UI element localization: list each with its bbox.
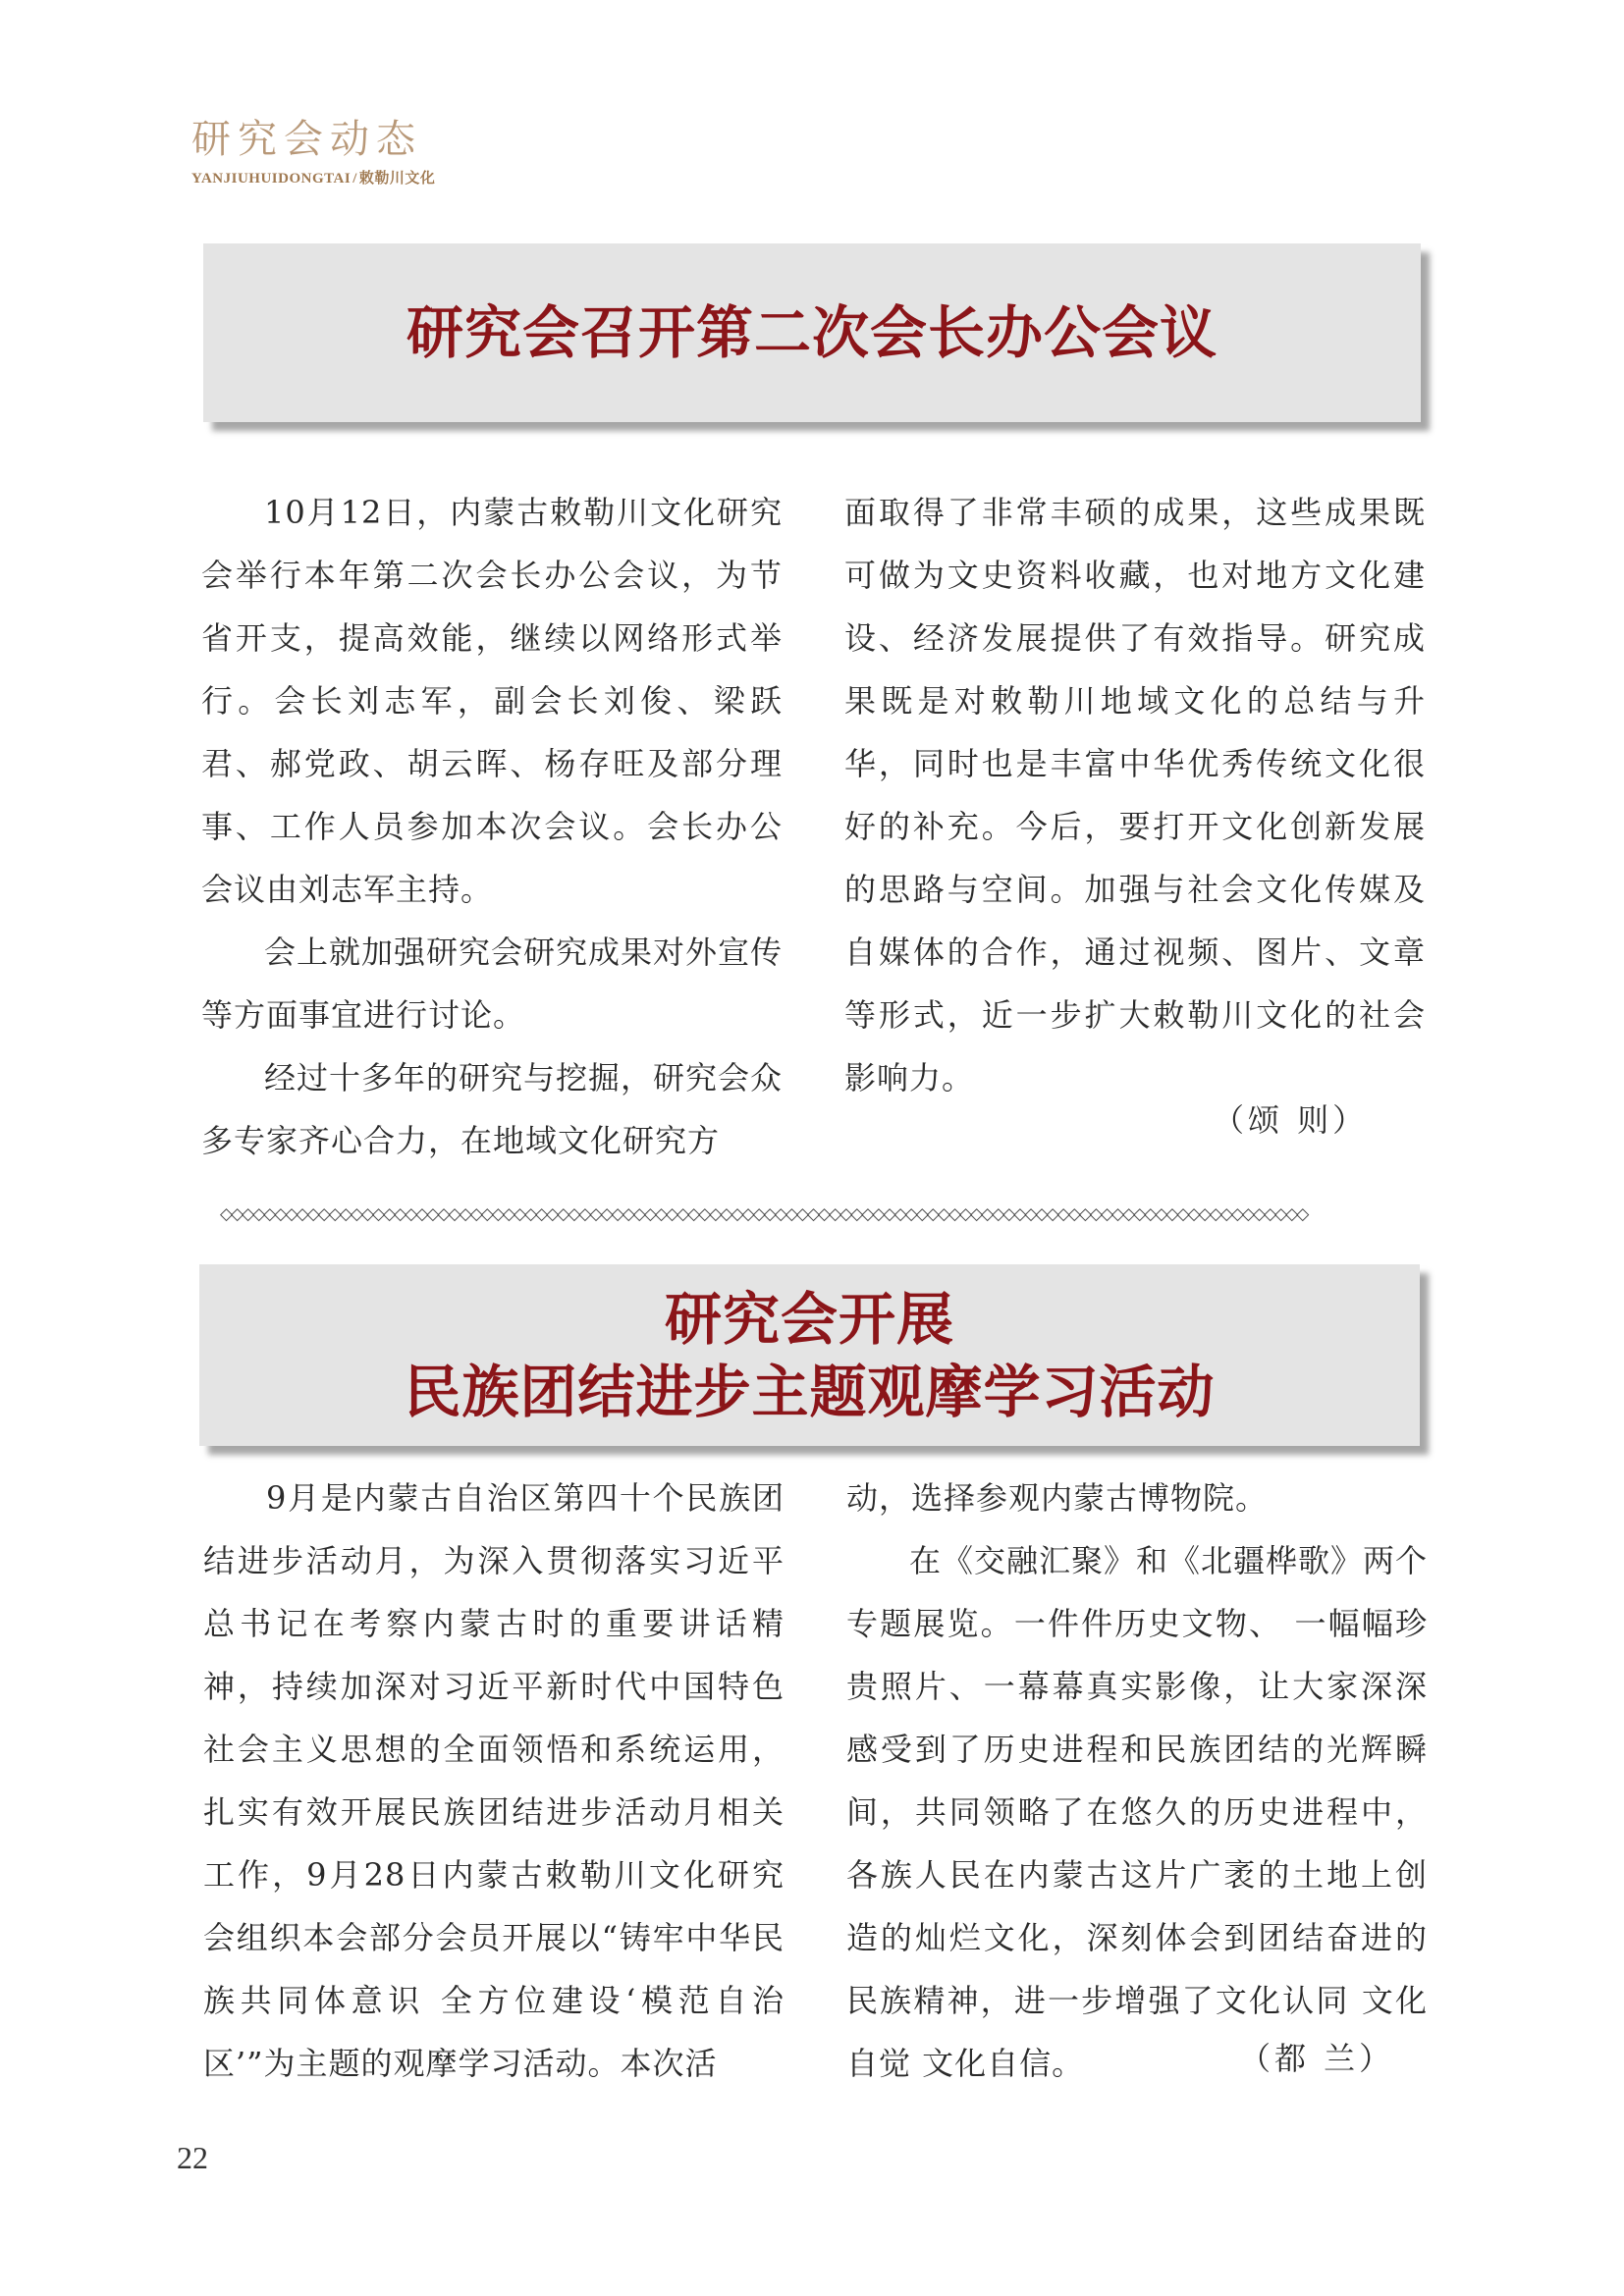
section-label: 敕勒川文化 xyxy=(358,171,436,187)
section-separator: / xyxy=(352,171,357,187)
article2-paragraph: 9月是内蒙古自治区第四十个民族团结进步活动月，为深入贯彻落实习近平总书记在考察内蒙古时的重要讲话精神，持续加深对习近平新时代中国特色社会主义思想的全面领悟和系统运用，扎实有效开展民族团结进步活动月相关工作，9月28日内蒙古敕勒川文化研究会组织本会部分会员开展以“铸牢中华民族共同体意识 全方位建设‘模范自治区’”为主题的观摩学习活动。本次活 xyxy=(203,1479,785,2082)
article1-left-column xyxy=(201,481,783,1172)
article1-paragraph: 经过十多年的研究与挖掘，研究会众多专家齐心合力，在地域文化研究方 xyxy=(201,1059,784,1159)
article2-left-column xyxy=(203,1467,785,2095)
article2-title-line1: 研究会开展 xyxy=(664,1285,954,1353)
article2-author: （都 兰） xyxy=(1239,2040,1395,2077)
article1-author: （颂 则） xyxy=(1213,1101,1369,1139)
article1-paragraph: 会上就加强研究会研究成果对外宣传等方面事宜进行讨论。 xyxy=(201,934,784,1034)
section-divider: ◇◇◇◇◇◇◇◇◇◇◇◇◇◇◇◇◇◇◇◇◇◇◇◇◇◇◇◇◇◇◇◇◇◇◇◇◇◇◇◇◇◇◇◇◇◇◇◇◇◇◇◇◇◇◇◇◇◇◇◇◇◇◇◇◇◇◇◇◇◇◇◇◇◇◇◇◇◇◇◇◇◇◇◇◇◇◇◇◇◇◇◇◇◇◇◇◇◇◇◇ xyxy=(220,1204,1308,1224)
article1-right-column xyxy=(844,481,1426,1109)
article2-title-box xyxy=(199,1264,1420,1446)
page-number: 22 xyxy=(177,2140,208,2175)
article2-paragraph: 在《交融汇聚》和《北疆桦歌》两个专题展览。一件件历史文物、 一幅幅珍贵照片、一幕幕真实影像，让大家深深感受到了历史进程和民族团结的光辉瞬间，共同领略了在悠久的历史进程中，各族人民在内蒙古这片广袤的土地上创造的灿烂文化，深刻体会到团结奋进的民族精神，进一步增强了文化认同 文化自觉 文化自信。 xyxy=(846,1542,1429,2082)
article2-right-column xyxy=(846,1467,1428,2095)
section-header xyxy=(191,116,435,187)
article1-title-box xyxy=(203,243,1421,422)
article2-paragraph: 动，选择参观内蒙古博物院。 xyxy=(846,1479,1269,1517)
article1-paragraph: 10月12日，内蒙古敕勒川文化研究会举行本年第二次会长办公会议，为节省开支，提高效能，继续以网络形式举行。会长刘志军，副会长刘俊、梁跃君、郝党政、胡云晖、杨存旺及部分理事、工作人员参加本次会议。会长办公会议由刘志军主持。 xyxy=(201,494,783,908)
section-title: 研究会动态 xyxy=(191,117,422,162)
article1-paragraph: 面取得了非常丰硕的成果，这些成果既可做为文史资料收藏，也对地方文化建设、经济发展提供了有效指导。研究成果既是对敕勒川地域文化的总结与升华，同时也是丰富中华优秀传统文化很好的补充。今后，要打开文化创新发展的思路与空间。加强与社会文化传媒及自媒体的合作，通过视频、图片、文章等形式，近一步扩大敕勒川文化的社会影响力。 xyxy=(844,494,1426,1096)
article1-title: 研究会召开第二次会长办公会议 xyxy=(406,299,1218,366)
article2-title-line2: 民族团结进步主题观摩学习活动 xyxy=(404,1358,1216,1425)
section-subtitle xyxy=(191,167,435,187)
section-pinyin: YANJIUHUIDONGTAI xyxy=(191,171,352,187)
